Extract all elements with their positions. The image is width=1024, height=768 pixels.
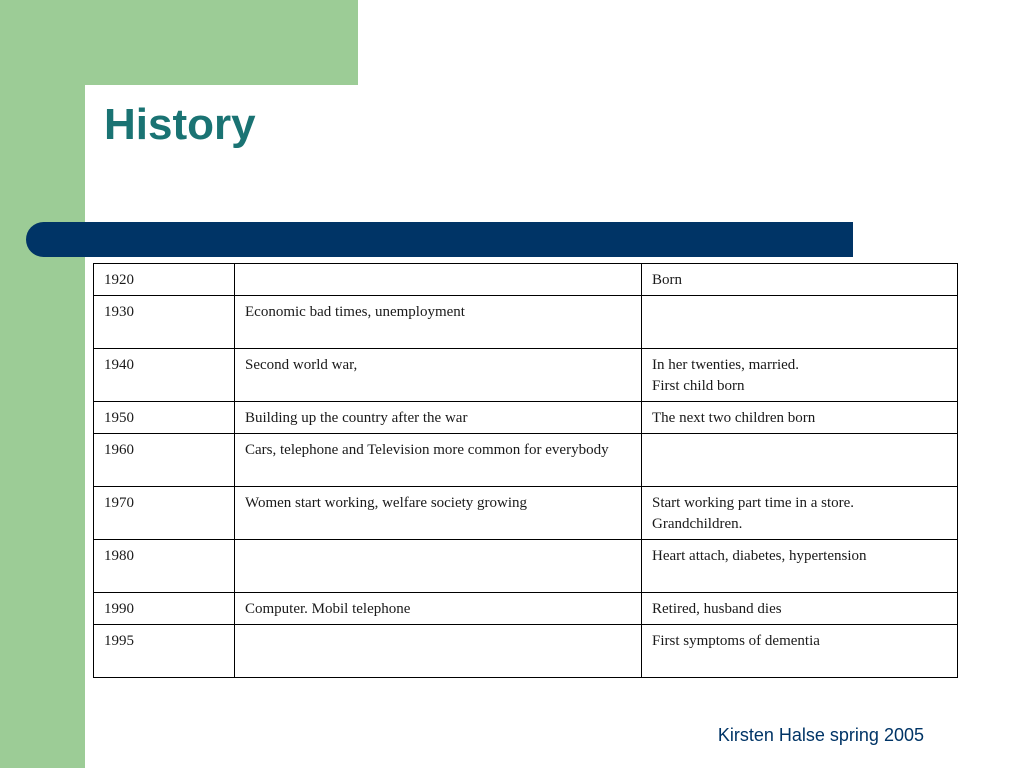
table-row bbox=[94, 593, 958, 625]
life-line: Start working part time in a store. bbox=[652, 495, 855, 511]
footer-author: Kirsten Halse spring 2005 bbox=[717, 725, 924, 745]
event-cell bbox=[235, 540, 642, 593]
table-row bbox=[94, 402, 958, 434]
life-cell bbox=[642, 264, 958, 296]
life-cell bbox=[642, 593, 958, 625]
year-cell: 1930 bbox=[94, 296, 235, 349]
life-line: Grandchildren. bbox=[652, 516, 743, 532]
life-cell bbox=[642, 296, 958, 349]
event-cell bbox=[235, 264, 642, 296]
table-row bbox=[94, 349, 958, 402]
year-cell: 1995 bbox=[94, 625, 235, 678]
life-line: Retired, husband dies bbox=[652, 601, 782, 617]
life-cell bbox=[642, 625, 958, 678]
event-cell: Building up the country after the war bbox=[235, 402, 642, 434]
green-top-band bbox=[0, 0, 358, 85]
life-cell bbox=[642, 434, 958, 487]
life-cell bbox=[642, 349, 958, 402]
life-line: First child born bbox=[652, 378, 745, 394]
table-row bbox=[94, 264, 958, 296]
event-cell: Economic bad times, unemployment bbox=[235, 296, 642, 349]
event-cell: Second world war, bbox=[235, 349, 642, 402]
green-sidebar-band bbox=[0, 0, 85, 768]
life-line: Heart attach, diabetes, hypertension bbox=[652, 548, 867, 564]
year-cell: 1970 bbox=[94, 487, 235, 540]
life-cell bbox=[642, 540, 958, 593]
event-cell: Computer. Mobil telephone bbox=[235, 593, 642, 625]
life-cell bbox=[642, 402, 958, 434]
year-cell: 1960 bbox=[94, 434, 235, 487]
year-cell: 1920 bbox=[94, 264, 235, 296]
table-row bbox=[94, 434, 958, 487]
life-cell bbox=[642, 487, 958, 540]
year-cell: 1980 bbox=[94, 540, 235, 593]
history-table bbox=[93, 263, 958, 678]
table-row bbox=[94, 625, 958, 678]
table-row bbox=[94, 540, 958, 593]
life-line: The next two children born bbox=[652, 410, 816, 426]
event-cell bbox=[235, 625, 642, 678]
year-cell: 1940 bbox=[94, 349, 235, 402]
title-accent-bar bbox=[26, 222, 853, 257]
table-row bbox=[94, 487, 958, 540]
event-cell: Women start working, welfare society growing bbox=[235, 487, 642, 540]
year-cell: 1950 bbox=[94, 402, 235, 434]
event-cell: Cars, telephone and Television more common for everybody bbox=[235, 434, 642, 487]
year-cell: 1990 bbox=[94, 593, 235, 625]
life-line: First symptoms of dementia bbox=[652, 633, 820, 649]
life-line: In her twenties, married. bbox=[652, 357, 800, 373]
slide-title: History bbox=[104, 100, 256, 149]
life-line: Born bbox=[652, 272, 682, 288]
table-row bbox=[94, 296, 958, 349]
